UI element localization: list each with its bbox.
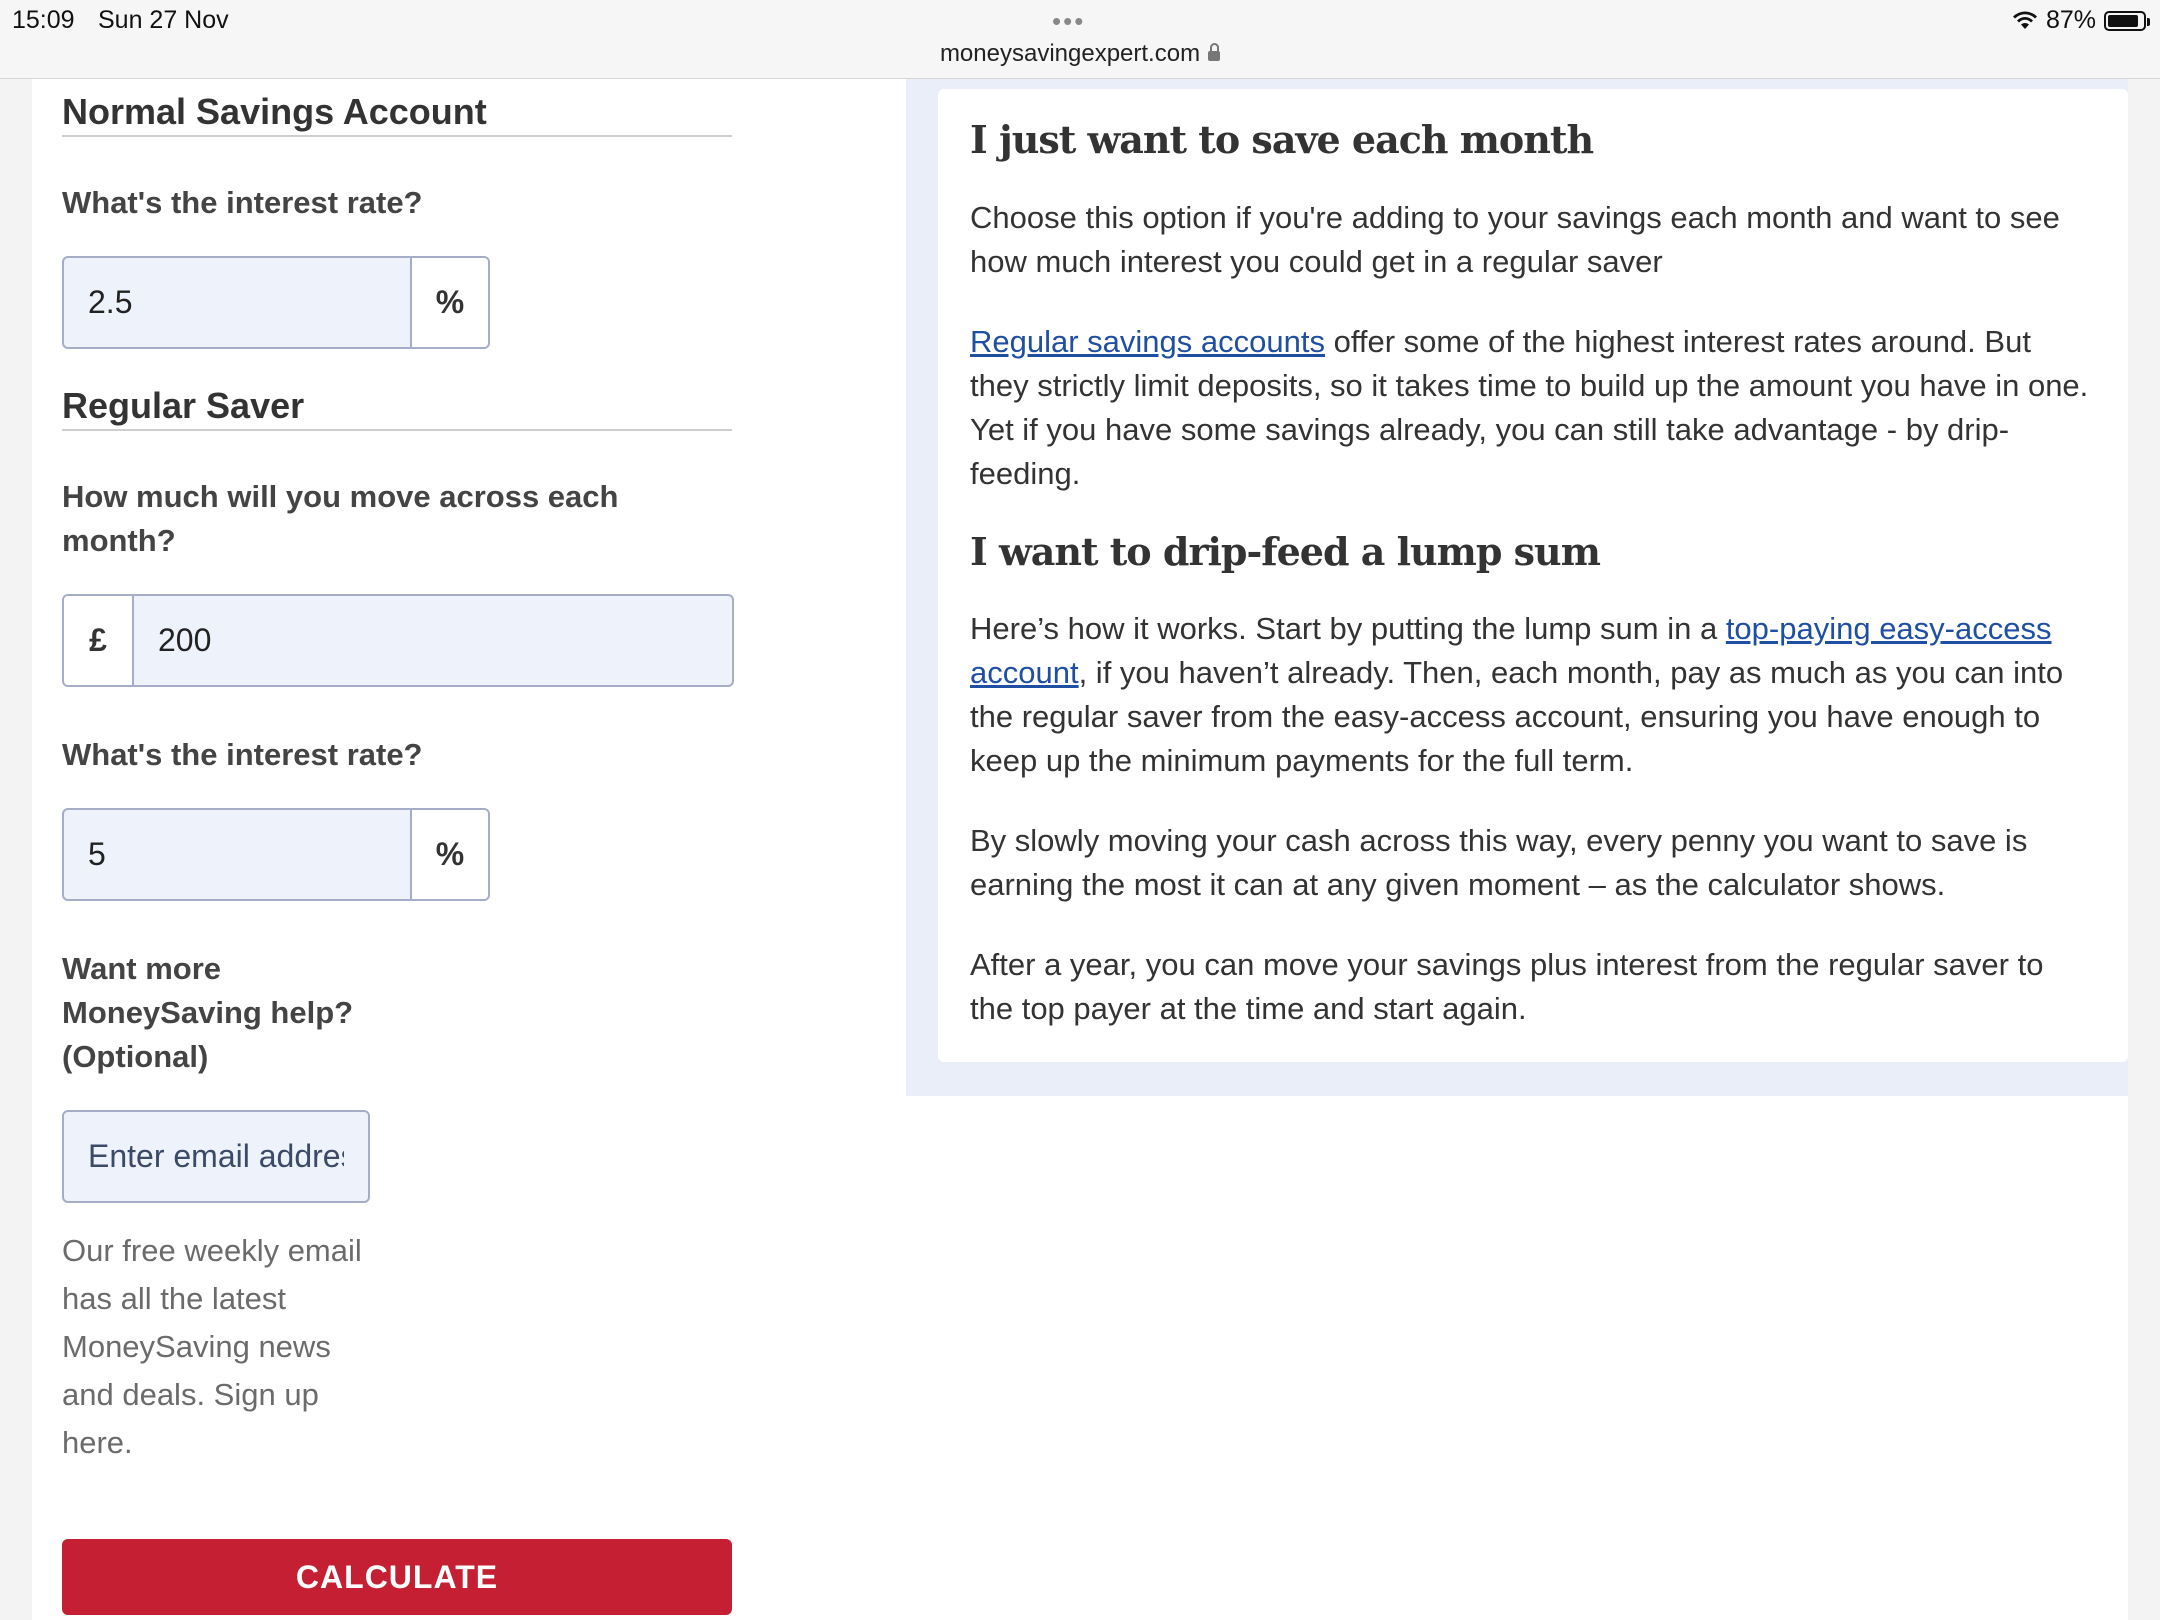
paragraph-how-it-works-start: Here’s how it works. Start by putting the lump sum in a — [970, 611, 1726, 646]
percent-suffix: % — [410, 810, 488, 899]
email-field[interactable] — [62, 1110, 370, 1203]
paragraph-regular-savings-text: offer some of the highest interest rates around. But they strictly limit deposits, so it takes time to build up the amount you have in one. Yet if you have some savings already, you can still take advantage - by drip-feeding. — [970, 324, 2089, 491]
normal-rate-label: What's the interest rate? — [62, 185, 423, 220]
paragraph-regular-savings — [970, 320, 2090, 496]
regular-savings-link[interactable]: Regular savings accounts — [970, 324, 1325, 359]
wifi-icon — [2012, 11, 2038, 31]
heading-save-each-month: I just want to save each month — [970, 117, 1594, 162]
monthly-amount-input[interactable] — [134, 596, 732, 685]
regular-rate-label: What's the interest rate? — [62, 737, 423, 772]
normal-savings-title: Normal Savings Account — [62, 89, 732, 137]
status-date: Sun 27 Nov — [98, 6, 229, 34]
battery-percent: 87% — [2045, 6, 2096, 34]
regular-rate-field[interactable] — [62, 808, 490, 901]
easy-access-account-link[interactable]: top-paying easy-access account — [970, 611, 2052, 690]
info-panel — [938, 89, 2128, 1062]
multitasking-dots-icon[interactable]: ••• — [1052, 6, 1086, 36]
newsletter-promo-text: Our free weekly email has all the latest MoneySaving news and deals. Sign up here. — [62, 1233, 362, 1460]
calculate-button[interactable]: CALCULATE — [62, 1539, 732, 1615]
paragraph-how-it-works-rest: , if you haven’t already. Then, each month, pay as much as you can into the regular saver from the easy-access account, ensuring you have enough to keep up the minimum payments for the full term. — [970, 655, 2064, 778]
address-bar[interactable] — [0, 40, 2160, 68]
pound-prefix: £ — [64, 596, 134, 685]
email-input[interactable] — [64, 1112, 368, 1201]
normal-rate-field[interactable] — [62, 256, 490, 349]
paragraph-how-it-works — [970, 607, 2090, 783]
page-content — [32, 79, 2128, 1620]
help-label: Want more MoneySaving help? (Optional) — [62, 951, 354, 1074]
percent-suffix: % — [410, 258, 488, 347]
paragraph-after-a-year: After a year, you can move your savings plus interest from the regular saver to the top payer at the time and start again. — [970, 947, 2044, 1026]
monthly-amount-field[interactable] — [62, 594, 734, 687]
url-text: moneysavingexpert.com — [939, 40, 1201, 67]
status-indicators — [2012, 6, 2146, 35]
paragraph-save-each-month: Choose this option if you're adding to your savings each month and want to see how much interest you could get in a regular saver — [970, 200, 2060, 279]
normal-rate-input[interactable] — [64, 258, 410, 347]
battery-icon — [2104, 11, 2146, 31]
lock-icon — [1208, 51, 1220, 61]
regular-rate-input[interactable] — [64, 810, 410, 899]
status-bar — [0, 0, 2160, 79]
heading-drip-feed: I want to drip-feed a lump sum — [970, 529, 1600, 574]
status-time: 15:09 — [12, 6, 75, 34]
monthly-amount-label: How much will you move across each month? — [62, 479, 619, 558]
regular-saver-title: Regular Saver — [62, 383, 732, 431]
paragraph-moving-cash: By slowly moving your cash across this way, every penny you want to save is earning the most it can at any given moment – as the calculator shows. — [970, 823, 2028, 902]
